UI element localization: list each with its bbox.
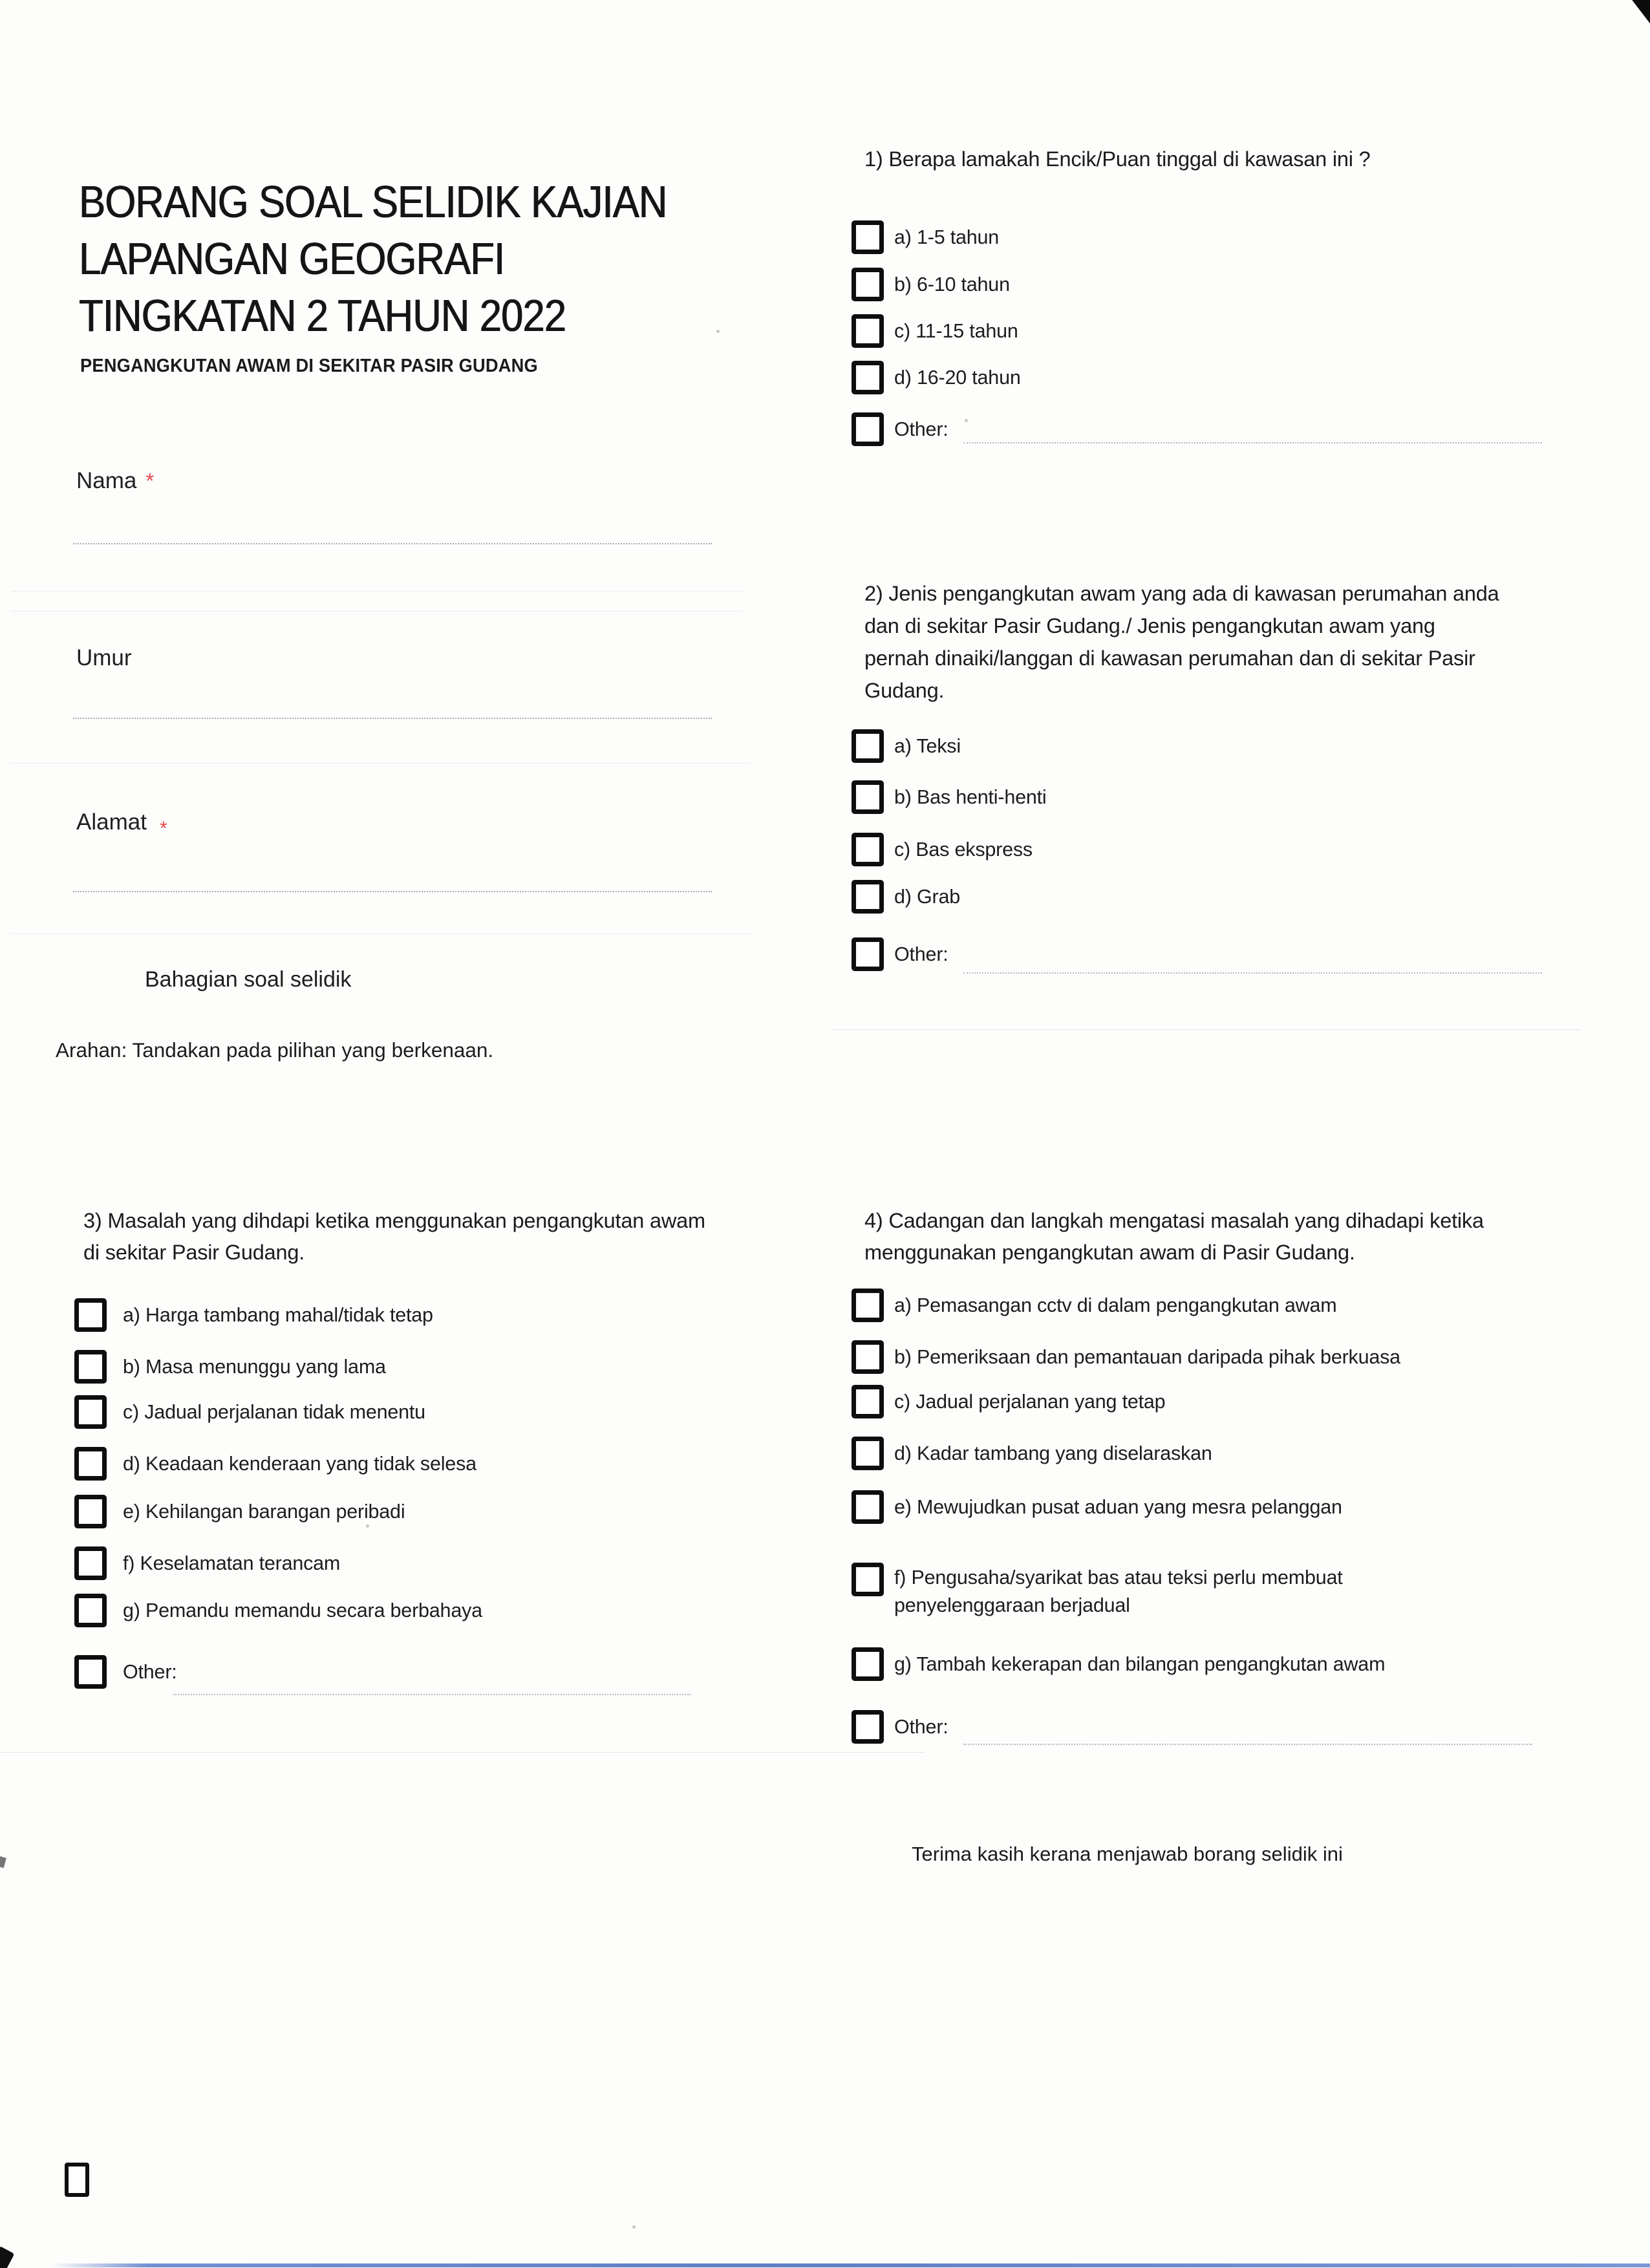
option-label: f) Keselamatan terancam [123,1552,341,1574]
q3-other-input-line[interactable] [173,1694,691,1695]
option-label: b) Pemeriksaan dan pemantauan daripada pihak berkuasa [894,1346,1400,1368]
checkbox[interactable] [74,1447,107,1481]
option-label: e) Mewujudkan pusat aduan yang mesra pelanggan [894,1496,1342,1518]
scan-ink-blob [0,2246,14,2268]
q4-option-row [852,1289,1595,1322]
q3-option-row [74,1447,818,1481]
option-label: g) Tambah kekerapan dan bilangan pengangkutan awam [894,1653,1386,1675]
q3-option-row [74,1546,818,1580]
checkbox[interactable] [852,220,884,254]
checkbox[interactable] [852,729,884,763]
required-asterisk: * [159,818,167,839]
field-label-alamat: Alamat * [76,809,167,839]
option-label: e) Kehilangan barangan peribadi [123,1501,405,1523]
q2-option-row [852,780,1595,814]
section-header: Bahagian soal selidik [145,967,352,992]
checkbox[interactable] [852,412,884,446]
checkbox[interactable] [852,880,884,914]
form-title-line: BORANG SOAL SELIDIK KAJIAN [79,177,667,227]
checkbox[interactable] [74,1546,107,1580]
field-label-nama: Nama * [76,468,155,493]
option-label: c) Jadual perjalanan yang tetap [894,1391,1166,1413]
other-label: Other: [894,943,948,965]
scan-corner-mark [1628,0,1650,28]
stray-checkbox[interactable] [65,2163,89,2197]
scan-faint-line [12,763,749,764]
option-label: a) Teksi [894,735,961,757]
q2-other-row [852,937,1595,971]
option-label: g) Pemandu memandu secara berbahaya [123,1599,482,1621]
other-label: Other: [894,418,948,440]
option-label: d) Keadaan kenderaan yang tidak selesa [123,1453,477,1475]
checkbox[interactable] [74,1495,107,1528]
checkbox[interactable] [852,1385,884,1418]
checkbox[interactable] [852,1563,884,1596]
q1-other-row [852,412,1595,446]
q1-option-row [852,268,1595,301]
q4-other-input-line[interactable] [963,1744,1532,1745]
q4-option-row [852,1385,1595,1418]
scan-speck [716,330,720,333]
q1-other-input-line[interactable] [963,442,1542,444]
section-divider [0,1752,925,1753]
option-label: c) Jadual perjalanan tidak menentu [123,1401,425,1423]
checkbox[interactable] [852,1289,884,1322]
q4-other-row [852,1710,1595,1744]
form-subtitle: PENGANGKUTAN AWAM DI SEKITAR PASIR GUDANG [80,356,538,376]
nama-input-line[interactable] [73,543,712,544]
instruction-text: Arahan: Tandakan pada pilihan yang berkenaan. [56,1038,494,1062]
checkbox[interactable] [74,1594,107,1627]
option-label: b) Masa menunggu yang lama [123,1356,386,1378]
checkbox[interactable] [852,1340,884,1374]
alamat-input-line[interactable] [73,891,712,892]
question-2-heading: 2) Jenis pengangkutan awam yang ada di kawasan perumahan anda dan di sekitar Pasir Gudang./ Jenis pengangkutan awam yang pernah dinaiki/langgan di kawasan perumahan dan di sekitar Pasir Gudang. [864,582,1499,702]
option-label: d) Grab [894,886,960,908]
option-label: b) Bas henti-henti [894,786,1047,808]
q1-option-row [852,361,1595,394]
checkbox[interactable] [852,937,884,971]
option-label: a) Harga tambang mahal/tidak tetap [123,1304,433,1326]
section-divider [831,1029,1581,1030]
umur-input-line[interactable] [73,718,712,719]
other-label: Other: [123,1661,177,1683]
checkbox[interactable] [74,1298,107,1332]
scan-faint-line [12,591,742,592]
checkbox[interactable] [74,1350,107,1384]
field-label-umur: Umur [76,645,132,670]
q3-other-row [74,1655,818,1689]
q2-option-row [852,729,1595,763]
checkbox[interactable] [852,268,884,301]
checkbox[interactable] [852,1437,884,1470]
thank-you-text: Terima kasih kerana menjawab borang selidik ini [912,1843,1343,1865]
q4-option-row [852,1563,1595,1625]
required-asterisk: * [145,469,155,493]
q4-option-row [852,1490,1595,1524]
checkbox[interactable] [852,1647,884,1681]
q2-other-input-line[interactable] [963,972,1542,974]
checkbox[interactable] [74,1395,107,1429]
form-title-line: LAPANGAN GEOGRAFI [79,233,505,284]
option-label: d) Kadar tambang yang diselaraskan [894,1442,1212,1464]
q3-option-row [74,1350,818,1384]
scan-speck [965,419,968,422]
form-title [79,173,667,344]
scan-speck [632,2225,636,2229]
question-1-heading: 1) Berapa lamakah Encik/Puan tinggal di kawasan ini ? [864,147,1371,171]
checkbox[interactable] [852,361,884,394]
option-label: a) 1-5 tahun [894,226,1000,248]
checkbox[interactable] [852,1490,884,1524]
checkbox[interactable] [74,1655,107,1689]
q1-option-row [852,220,1595,254]
q3-option-row [74,1298,818,1332]
option-label: a) Pemasangan cctv di dalam pengangkutan awam [894,1294,1337,1316]
other-label: Other: [894,1716,948,1738]
checkbox[interactable] [852,780,884,814]
option-label: c) Bas ekspress [894,839,1033,861]
q1-option-row [852,314,1595,348]
question-3-heading: 3) Masalah yang dihdapi ketika menggunakan pengangkutan awam di sekitar Pasir Gudang. [83,1209,705,1264]
q3-option-row [74,1594,818,1627]
question-4-heading: 4) Cadangan dan langkah mengatasi masalah yang dihadapi ketika menggunakan pengangkutan awam di Pasir Gudang. [864,1209,1484,1264]
q3-option-row [74,1395,818,1429]
q2-option-row [852,880,1595,914]
q3-option-row [74,1495,818,1528]
form-title-line: TINGKATAN 2 TAHUN 2022 [79,290,566,341]
checkbox[interactable] [852,314,884,348]
checkbox[interactable] [852,1710,884,1744]
checkbox[interactable] [852,833,884,866]
q4-option-row [852,1647,1595,1681]
option-label: f) Pengusaha/syarikat bas atau teksi perlu membuat penyelenggaraan berjadual [894,1567,1343,1616]
scan-speck [366,1524,369,1528]
option-label: d) 16-20 tahun [894,367,1021,389]
option-label: b) 6-10 tahun [894,273,1010,295]
q4-option-row [852,1340,1595,1374]
scan-edge-mark [0,1856,6,1868]
q2-option-row [852,833,1595,866]
q4-option-row [852,1437,1595,1470]
scanner-blue-line [52,2263,1650,2267]
scan-faint-line [12,611,742,612]
option-label: c) 11-15 tahun [894,320,1018,342]
